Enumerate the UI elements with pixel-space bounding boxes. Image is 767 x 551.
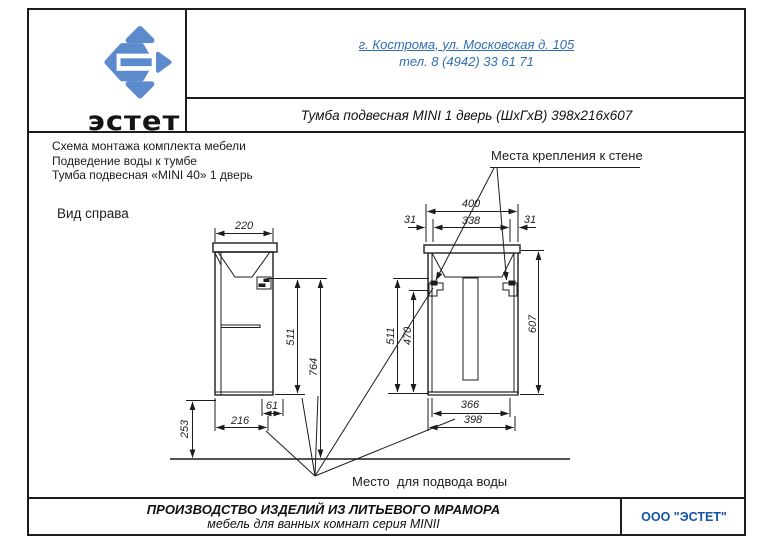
dim-side-depth-top: 220 (234, 220, 254, 232)
dim-front-width-398: 398 (463, 414, 483, 426)
product-title: Тумба подвесная MINI 1 дверь (ШхГхВ) 398х216х607 (300, 107, 633, 123)
dim-side-61: 61 (265, 400, 279, 412)
dim-front-366: 366 (460, 399, 480, 411)
dim-front-470: 470 (402, 326, 414, 346)
water-supply-label: Место для подвода воды (352, 474, 508, 489)
view-label: Вид справа (57, 206, 129, 221)
dim-front-31-left: 31 (403, 214, 417, 226)
dim-side-floor-253: 253 (179, 419, 191, 439)
note-line: Схема монтажа комплекта мебели (52, 139, 246, 153)
dim-front-400: 400 (461, 198, 481, 210)
dim-side-depth-216: 216 (230, 415, 250, 427)
footer-line2: мебель для ванных комнат серия MINII (207, 517, 440, 531)
dim-front-511: 511 (385, 327, 397, 345)
footer-company-cell (620, 497, 746, 536)
phone-line: тел. 8 (4942) 33 61 71 (399, 53, 534, 69)
note-line: Тумба подвесная «MINI 40» 1 дверь (52, 168, 253, 182)
company-name: ООО "ЭСТЕТ" (641, 509, 727, 524)
estet-logo-wordmark: эстет (87, 105, 181, 137)
dim-side-764: 764 (308, 357, 320, 377)
wall-mount-label: Места крепления к стене (491, 148, 643, 163)
note-line: Подведение воды к тумбе (52, 153, 197, 168)
dim-front-height-607: 607 (527, 314, 539, 334)
footer-production-block (27, 497, 620, 536)
footer-line1: ПРОИЗВОДСТВО ИЗДЕЛИЙ ИЗ ЛИТЬЕВОГО МРАМОРА (146, 502, 501, 517)
dim-front-338: 338 (461, 215, 481, 227)
dim-front-31-right: 31 (523, 214, 537, 226)
address-line: г. Кострома, ул. Московская д. 105 (358, 36, 575, 52)
dim-side-511: 511 (285, 328, 297, 346)
